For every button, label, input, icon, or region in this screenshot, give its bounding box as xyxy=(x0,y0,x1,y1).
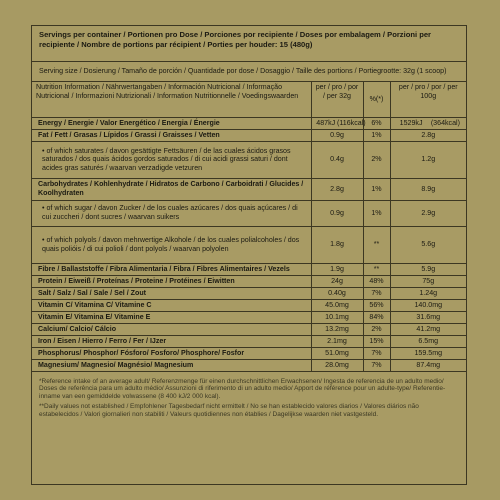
row-label: Vitamin E/ Vitamina E/ Vitamine E xyxy=(32,311,311,323)
serving-size-row xyxy=(32,62,466,82)
per-100g-value: 159.5mg xyxy=(390,347,466,359)
per-serving-header: per / pro / por / per 32g xyxy=(311,82,363,117)
per-100g-value xyxy=(390,117,466,129)
energy-kcal-100g: (364kcal) xyxy=(430,118,460,127)
row-label: Carbohydrates / Kohlenhydrate / Hidratos de Carbono / Carboidrati / Glucides / Koolhydraten xyxy=(32,178,311,200)
per-serving-value: 24g xyxy=(311,275,363,287)
per-100g-value: 2.8g xyxy=(390,129,466,141)
per-100g-value: 2.9g xyxy=(390,200,466,226)
ri-value: 84% xyxy=(363,311,390,323)
per-serving-value: 0.40g xyxy=(311,287,363,299)
row-label: Vitamin C/ Vitamina C/ Vitamine C xyxy=(32,299,311,311)
per-100g-value: 1.24g xyxy=(390,287,466,299)
energy-kj: 487kJ xyxy=(316,118,336,127)
per-100g-value: 87.4mg xyxy=(390,359,466,371)
table-row-salt xyxy=(32,287,466,299)
row-label: Fibre / Ballaststoffe / Fibra Alimentaria / Fibra / Fibres Alimentaires / Vezels xyxy=(32,263,311,275)
per-serving-value: 2.8g xyxy=(311,178,363,200)
row-label: Fat / Fett / Grasas / Lípidos / Grassi / Graisses / Vetten xyxy=(32,129,311,141)
ri-value: 2% xyxy=(363,141,390,178)
per-100g-header: per / pro / por / per 100g xyxy=(390,82,466,117)
ri-value: ** xyxy=(363,263,390,275)
table-row-calcium xyxy=(32,323,466,335)
per-serving-value: 1.8g xyxy=(311,226,363,263)
ri-header: %(*) xyxy=(363,82,390,117)
table-row-energy xyxy=(32,117,466,129)
per-100g-value: 31.6mg xyxy=(390,311,466,323)
ri-value: 7% xyxy=(363,359,390,371)
per-100g-value: 6.5mg xyxy=(390,335,466,347)
row-label: Salt / Salz / Sal / Sale / Sel / Zout xyxy=(32,287,311,299)
row-label-text: of which sugar / davon Zucker / de los cuales azúcares / dos quais açúcares / di cui zuccheri / dont sucres / waarvan suikers xyxy=(42,204,298,221)
ri-value: 2% xyxy=(363,323,390,335)
ri-value: 1% xyxy=(363,178,390,200)
row-label: Protein / Eiweiß / Proteínas / Proteine / Protéines / Eiwitten xyxy=(32,275,311,287)
table-row-fat xyxy=(32,129,466,141)
ri-value: 1% xyxy=(363,129,390,141)
per-100g-value: 5.6g xyxy=(390,226,466,263)
per-serving-value: 51.0mg xyxy=(311,347,363,359)
per-100g-value: 1.2g xyxy=(390,141,466,178)
table-row-iron xyxy=(32,335,466,347)
per-serving-value: 45.0mg xyxy=(311,299,363,311)
per-100g-value: 140.0mg xyxy=(390,299,466,311)
reference-intake-note: *Reference intake of an average adult/ Referenzmenge für einen durchschnittlichen Erwachsenen/ Ingesta de referencia de un adulto medio/ Doses de referência para um adulto médio/ Assunzioni di riferimento di un adulto medio/ Apport de référence pour un adulte-type/ Referentie-inname van een gemiddelde volwassene (8 400 kJ/2 000 kcal). xyxy=(39,377,446,401)
footnotes xyxy=(32,372,466,420)
row-label-text: of which saturates / davon gesättigte Fettsäuren / de las cuales ácidos grasos saturados / dos quais ácidos gordos saturados / di cui acidi grassi saturi / dont acides gras saturés / waarvan verzadigde vetzuren xyxy=(42,146,291,172)
per-serving-value: 0.9g xyxy=(311,200,363,226)
table-row-protein xyxy=(32,275,466,287)
per-serving-value: 2.1mg xyxy=(311,335,363,347)
table-row-carbohydrates xyxy=(32,178,466,200)
ri-value: 48% xyxy=(363,275,390,287)
row-label: Calcium/ Calcio/ Cálcio xyxy=(32,323,311,335)
ri-value: 6% xyxy=(363,117,390,129)
per-100g-value: 41.2mg xyxy=(390,323,466,335)
row-label: Energy / Energie / Valor Energético / Energia / Énergie xyxy=(32,117,311,129)
row-label: Iron / Eisen / Hierro / Ferro / Fer / IJzer xyxy=(32,335,311,347)
per-serving-value: 10.1mg xyxy=(311,311,363,323)
row-label: Phosphorus/ Phosphor/ Fósforo/ Fosforo/ Phosphore/ Fosfor xyxy=(32,347,311,359)
ri-value: 56% xyxy=(363,299,390,311)
row-label: • of which polyols / davon mehrwertige Alkohole / de los cuales polialcoholes / dos quais polióis / di cui polioli / dont polyols / waarvan polyolen xyxy=(32,226,311,263)
ri-value: 15% xyxy=(363,335,390,347)
table-row-vitamin-e xyxy=(32,311,466,323)
table-row-vitamin-c xyxy=(32,299,466,311)
per-100g-value: 5.9g xyxy=(390,263,466,275)
row-label: Magnesium/ Magnesio/ Magnésio/ Magnesium xyxy=(32,359,311,371)
per-100g-value: 75g xyxy=(390,275,466,287)
per-serving-value: 1.9g xyxy=(311,263,363,275)
row-label: • of which sugar / davon Zucker / de los cuales azúcares / dos quais açúcares / di cui zuccheri / dont sucres / waarvan suikers xyxy=(32,200,311,226)
per-serving-value xyxy=(311,117,366,129)
table-row-sugar xyxy=(32,200,466,226)
nutrition-info-header: Nutrition Information / Nährwertangaben / Información Nutricional / Informação Nutricional / Informazioni Nutrizionali / Information Nutritionnelle / Voedingswaarden xyxy=(32,82,311,117)
servings-text: Servings per container / Portionen pro Dose / Porciones por recipiente / Doses por embalagem / Porzioni per recipiente / Nombre de portions par récipient / Porties per houder: 15 (480g) xyxy=(39,30,432,49)
table-row-saturates xyxy=(32,141,466,178)
daily-values-note: **Daily values not established / Empfohlener Tagesbedarf nicht ermittelt / No se han establecido valores diarios / Valores diários não estabelecidos / Valori giornalieri non stabiliti / Valeurs quotidiennes non établies / Dagelijkse waarden niet vastgesteld. xyxy=(39,403,419,419)
table-header-row xyxy=(32,82,466,117)
serving-size-text: Serving size / Dosierung / Tamaño de porción / Quantidade por dose / Dosaggio / Taille des portions / Portiegrootte: 32g (1 scoop) xyxy=(39,66,447,75)
table-row-polyols xyxy=(32,226,466,263)
per-serving-value: 0.9g xyxy=(311,129,363,141)
row-label-text: of which polyols / davon mehrwertige Alkohole / de los cuales polialcoholes / dos quais polióis / di cui polioli / dont polyols / waarvan polyolen xyxy=(42,235,300,253)
energy-kcal: (116kcal) xyxy=(337,118,366,127)
row-label: • of which saturates / davon gesättigte Fettsäuren / de las cuales ácidos grasos saturados / dos quais ácidos gordos saturados / di cui acidi grassi saturi / dont acides gras saturés / waarvan verzadigde vetzuren xyxy=(32,141,311,178)
servings-per-container xyxy=(32,26,466,62)
nutrition-label xyxy=(31,25,467,485)
ri-value: 7% xyxy=(363,347,390,359)
table-row-phosphorus xyxy=(32,347,466,359)
nutrition-table xyxy=(32,82,466,372)
table-row-fibre xyxy=(32,263,466,275)
per-100g-value: 8.9g xyxy=(390,178,466,200)
ri-value: 1% xyxy=(363,200,390,226)
ri-value: 7% xyxy=(363,287,390,299)
energy-kj-100g: 1529kJ xyxy=(399,118,423,127)
per-serving-value: 28.0mg xyxy=(311,359,363,371)
per-serving-value: 13.2mg xyxy=(311,323,363,335)
table-row-magnesium xyxy=(32,359,466,371)
per-serving-value: 0.4g xyxy=(311,141,363,178)
ri-value: ** xyxy=(363,226,390,263)
